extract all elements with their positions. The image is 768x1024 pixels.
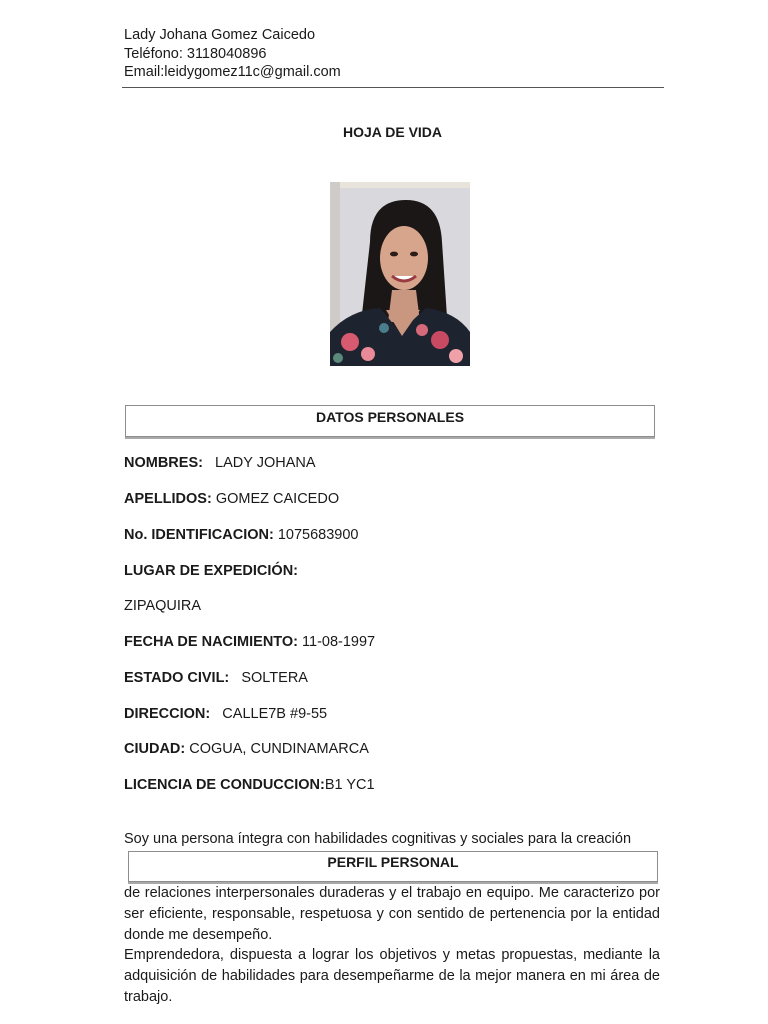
field-direccion-value: CALLE7B #9-55 xyxy=(222,706,328,722)
field-estado-civil xyxy=(124,670,308,686)
field-fecha-nacimiento-label: FECHA DE NACIMIENTO: xyxy=(124,634,298,650)
profile-intro: Soy una persona íntegra con habilidades cognitivas y sociales para la creación xyxy=(124,831,632,847)
section-header-perfil-personal: PERFIL PERSONAL xyxy=(128,851,658,882)
field-licencia-label: LICENCIA DE CONDUCCION: xyxy=(124,777,325,793)
field-estado-civil-label: ESTADO CIVIL: xyxy=(124,670,230,686)
field-lugar-expedicion-label: LUGAR DE EXPEDICIÓN: xyxy=(124,563,299,579)
field-apellidos xyxy=(124,491,339,507)
field-ciudad xyxy=(124,741,369,757)
field-identificacion-label: No. IDENTIFICACION: xyxy=(124,527,274,543)
profile-paragraph-1: de relaciones interpersonales duraderas y el trabajo en equipo. Me caracterizo por ser eficiente, responsable, respetuosa y con sentido de pertenencia por la entidad donde me desempeño. xyxy=(124,885,660,943)
field-estado-civil-value: SOLTERA xyxy=(241,670,308,686)
field-lugar-expedicion-value: ZIPAQUIRA xyxy=(124,598,202,614)
field-direccion xyxy=(124,706,327,722)
contact-block xyxy=(124,26,341,82)
profile-paragraph-2: Emprendedora, dispuesta a lograr los objetivos y metas propuestas, mediante la adquisición de habilidades para desempeñarme de la mejor manera en mi área de trabajo. xyxy=(124,947,660,1005)
field-licencia xyxy=(124,777,375,793)
document-title: HOJA DE VIDA xyxy=(342,124,443,140)
field-fecha-nacimiento xyxy=(124,634,375,650)
field-nombres-value: LADY JOHANA xyxy=(215,455,316,471)
field-identificacion-value: 1075683900 xyxy=(277,527,359,543)
field-lugar-expedicion xyxy=(124,563,298,579)
header-divider xyxy=(122,87,664,88)
field-licencia-value: B1 YC1 xyxy=(324,777,375,793)
profile-photo xyxy=(330,182,470,366)
field-ciudad-label: CIUDAD: xyxy=(124,741,186,757)
profile-text xyxy=(124,883,660,1008)
field-nombres-label: NOMBRES: xyxy=(124,455,203,471)
field-identificacion xyxy=(124,527,359,543)
field-ciudad-value: COGUA, CUNDINAMARCA xyxy=(189,741,369,757)
field-fecha-nacimiento-value: 11-08-1997 xyxy=(302,634,376,650)
field-apellidos-value: GOMEZ CAICEDO xyxy=(215,491,340,507)
contact-name: Lady Johana Gomez Caicedo xyxy=(124,27,316,43)
field-direccion-label: DIRECCION: xyxy=(124,706,211,722)
contact-phone: Teléfono: 3118040896 xyxy=(124,45,267,62)
section-header-datos-personales: DATOS PERSONALES xyxy=(125,405,655,437)
field-nombres xyxy=(124,455,316,471)
contact-email: Email:leidygomez11c@gmail.com xyxy=(124,64,341,80)
field-apellidos-label: APELLIDOS: xyxy=(124,491,212,507)
